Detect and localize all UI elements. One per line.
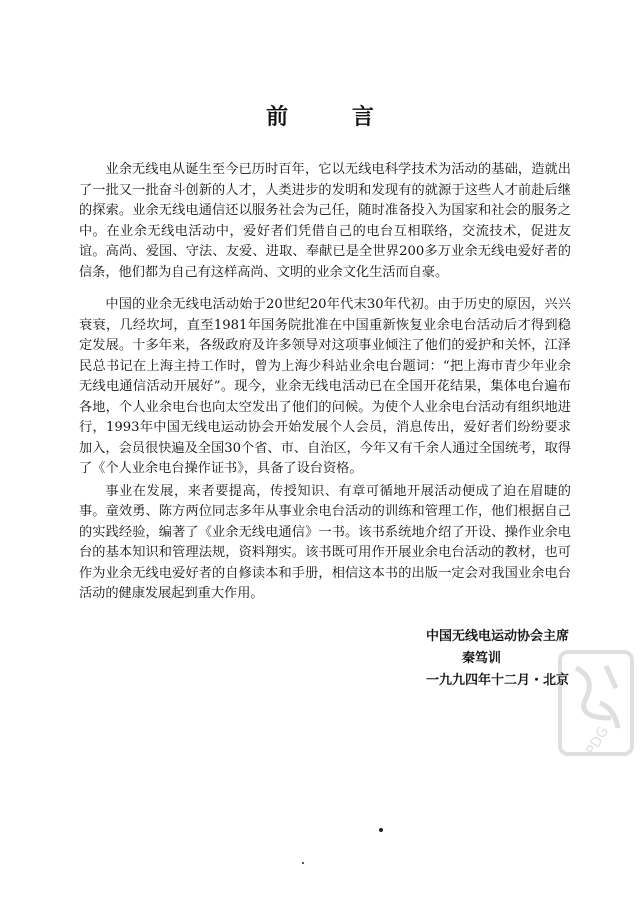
signature-org: 中国无线电运动协会主席: [426, 629, 570, 644]
signature-date: 一九九四年十二月・北京: [426, 673, 570, 688]
signature-block: [426, 626, 569, 692]
paragraph-2: 中国的业余无线电活动始于20世纪20年代末30年代初。由于历史的原因，兴兴衰衰，几经坎坷，直至1981年国务院批准在中国重新恢复业余电台活动后才得到稳定发展。十多年来，各级政府及许多领导对这项事业倾注了他们的爱护和关怀，江泽民总书记在上海主持工作时，曾为上海少科站业余电台题词：“把上海市青少年业余无线电通信活动开展好”。现今，业余无线电活动已在全国开花结果，集体电台遍布各地，个人业余电台也向太空发出了他们的问候。为使个人业余电台活动有组织地进行，1993年中国无线电运动协会开始发展个人会员，消息传出，爱好者们纷纷要求加入，会员很快遍及全国30个省、市、自治区，今年又有千余人通过全国统考，取得了《个人业余电台操作证书》，具备了设台资格。: [79, 297, 571, 476]
preface-body: [79, 160, 571, 605]
scan-dot: [302, 862, 304, 864]
watermark-stamp-icon: [556, 648, 636, 758]
scan-dot: [379, 828, 383, 832]
paragraph-1: 业余无线电从诞生至今已历时百年，它以无线电科学技术为活动的基础，造就出了一批又一批奋斗创新的人才，人类进步的发明和发现有的就源于这些人才前赴后继的探索。业余无线电通信还以服务社会为己任，随时准备投入为国家和社会的服务之中。在业余无线电活动中，爱好者们凭借自己的电台互相联络，交流技术，促进友谊。高尚、爱国、守法、友爱、进取、奉献已是全世界200多万业余无线电爱好者的信条，他们都为自己有这样高尚、文明的业余文化生活而自豪。: [79, 162, 571, 280]
page-title: 前 言: [266, 104, 402, 130]
paragraph-3: 事业在发展，来者要提高，传授知识、有章可循地开展活动便成了迫在眉睫的事。童效勇、陈方两位同志多年从事业余电台活动的训练和管理工作，他们根据自己的实践经验，编著了《业余无线电通信》一书。该书系统地介绍了开设、操作业余电台的基本知识和管理法规，资料翔实。该书既可用作开展业余电台活动的教材，也可作为业余无线电爱好者的自修读本和手册，相信这本书的出版一定会对我国业余电台活动的健康发展起到重大作用。: [79, 483, 571, 601]
stamp-text: PDG: [583, 723, 613, 758]
signature-name: 秦笃训: [462, 651, 502, 666]
